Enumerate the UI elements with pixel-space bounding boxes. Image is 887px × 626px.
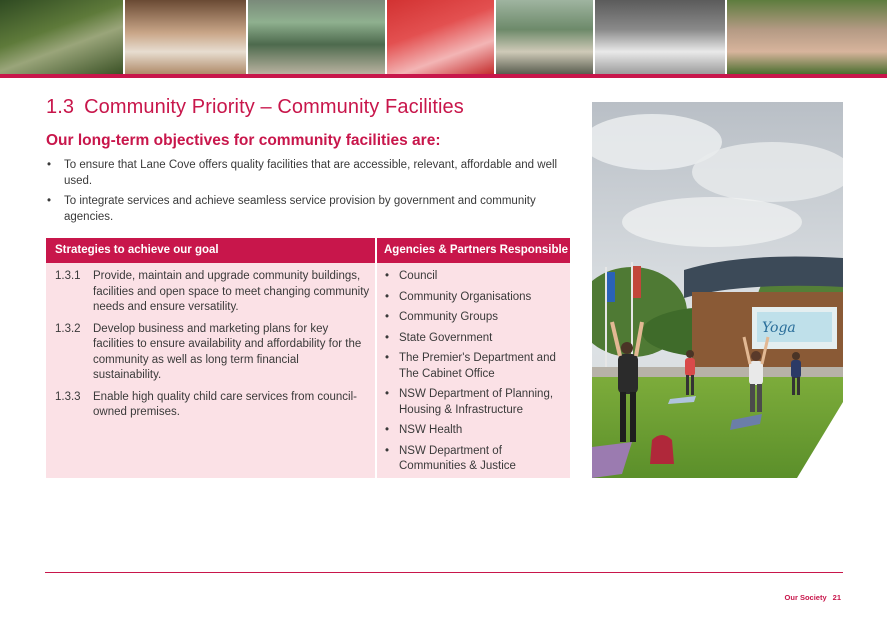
agency-item: • State Government [384,331,564,347]
page-title [46,96,464,119]
agency-item: • NSW Health [384,423,564,439]
strategy-item [55,269,370,316]
strategy-number: 1.3.2 [55,322,81,335]
section-number: 1.3 [46,96,75,118]
table-header [46,238,570,263]
column-divider [375,263,377,478]
strategies-column-header: Strategies to achieve our goal [55,244,219,256]
strategy-number: 1.3.1 [55,270,81,282]
strategy-text: Enable high quality child care services from council-owned premises. [93,390,357,418]
footer-section: Our Society [784,593,827,602]
strategy-number: 1.3.3 [55,390,81,403]
strategies-table [46,238,570,478]
objective-item: • To integrate services and achieve seamless service provision by government and community agencies. [46,194,561,225]
photo-banner [0,0,887,74]
objectives-list [46,158,561,230]
agency-item: • Community Groups [384,310,564,326]
family-reading-photo [123,0,246,74]
strategy-item [55,322,370,384]
street-walk-photo [494,0,593,74]
page-number: 21 [832,593,841,602]
objective-item: • To ensure that Lane Cove offers quality facilities that are accessible, relevant, affordable and well used. [46,158,561,189]
section-title: Community Priority – Community Facilities [84,96,464,118]
bushland-creek-photo [0,0,123,74]
footer-rule [45,572,843,573]
header-divider [375,238,377,263]
agency-item: • Community Organisations [384,290,564,306]
yoga-sign-text: Yoga [762,320,796,336]
strategy-text: Develop business and marketing plans for key facilities to ensure availability and affordability for the community as well as long term financial sustainability. [93,322,362,381]
agency-item: • NSW Department of Planning, Housing & Infrastructure [384,387,564,418]
village-plaza-photo [246,0,385,74]
agencies-column-header: Agencies & Partners Responsible [384,244,569,256]
children-reading-photo [385,0,494,74]
electric-cars-charging-photo [593,0,725,74]
banner-divider [0,74,887,78]
strategy-text: Provide, maintain and upgrade community buildings, facilities and open space to meet changing community needs and ensure versatility. [93,270,370,313]
page-footer [785,593,841,602]
agencies-list [384,269,564,480]
objectives-heading: Our long-term objectives for community facilities are: [46,132,441,149]
community-gardening-photo [725,0,887,74]
agency-item: • NSW Department of Communities & Justice [384,444,564,475]
agency-item: • The Premier's Department and The Cabinet Office [384,351,564,382]
outdoor-yoga-photo [592,102,843,478]
table-body [46,263,570,478]
strategy-item [55,390,370,421]
agency-item: • Council [384,269,564,285]
strategies-list [55,269,370,427]
